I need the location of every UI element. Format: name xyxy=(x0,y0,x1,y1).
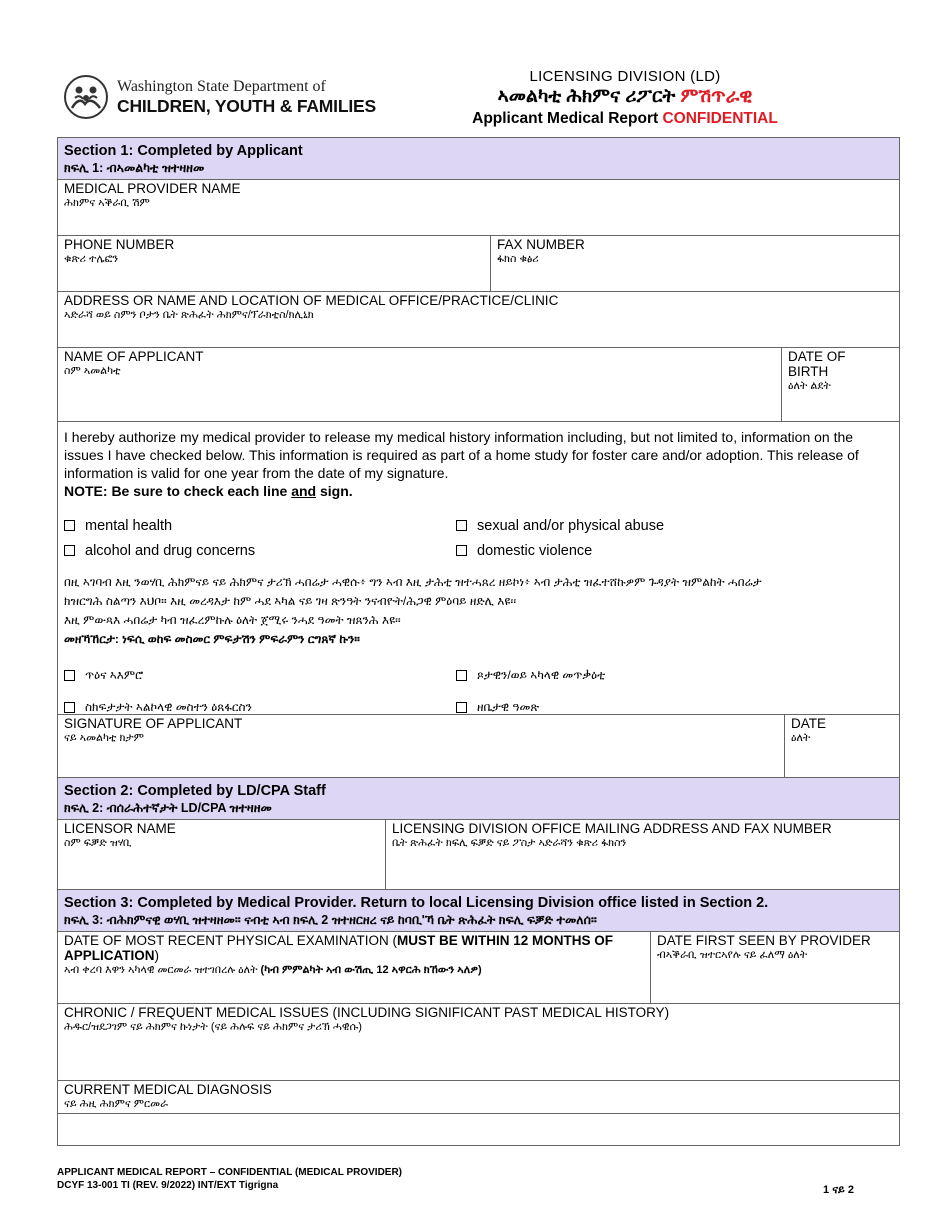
exam-label-c: ) xyxy=(154,948,159,963)
checkbox-label: sexual and/or physical abuse xyxy=(477,517,665,534)
title-english xyxy=(440,110,810,128)
signature-sub: ናይ ኣመልካቲ ክታም xyxy=(64,732,144,744)
phone-label: PHONE NUMBER xyxy=(64,237,175,252)
signature-row xyxy=(58,714,899,777)
diagnosis-row xyxy=(58,1080,899,1114)
checkbox-domestic-violence[interactable] xyxy=(456,538,836,563)
section2-title: Section 2: Completed by LD/CPA Staff xyxy=(64,783,326,799)
title-ti-confidential: ምሽጥራዊ xyxy=(680,86,753,107)
dcyf-logo xyxy=(63,74,376,120)
dob-label-1: DATE OF xyxy=(788,349,846,364)
applicant-name-label: NAME OF APPLICANT xyxy=(64,349,204,364)
title-ti-main: ኣመልካቲ ሕክምና ሪፖርት xyxy=(497,86,676,107)
authorization-row xyxy=(58,421,899,714)
authorization-text-ti xyxy=(64,573,893,630)
diagnosis-sub: ናይ ሕዚ ሕክምና ምርመራ xyxy=(64,1098,168,1110)
ti-auth-line-1: በዚ ኣገባብ እዚ ንወሃቢ ሕክምናይ ናይ ሕክምና ታሪኽ ሓበሬታ ሓዊሱ፥ ግን ኣብ እዚ ታሕቲ ዝተሓጸረ ዘይኮነ፥ ኣብ ታሕቲ ዝፈተሸኩዎም ጉዳያት ዝምልከት ሓበሬታ xyxy=(64,575,762,589)
checkbox-square-icon[interactable] xyxy=(456,670,467,681)
checkbox-square-icon[interactable] xyxy=(64,670,75,681)
authorization-note xyxy=(64,483,893,499)
fax-label: FAX NUMBER xyxy=(497,237,585,252)
signature-date-sub: ዕለት xyxy=(791,732,811,744)
section1-title-ti: ክፍሊ 1: ብኣመልካቲ ዝተዛዘመ xyxy=(64,161,205,175)
checkbox-grid-ti xyxy=(64,659,893,723)
provider-name-sub: ሕክምና ኣቕራቢ ሽም xyxy=(64,197,150,209)
section3-title: Section 3: Completed by Medical Provider. Return to local Licensing Division office listed in Section 2. xyxy=(64,895,769,911)
checkbox-label: ጥዕና ኣእምሮ xyxy=(85,667,144,682)
footer-form-number: DCYF 13-001 TI (REV. 9/2022) INT/EXT Tigrigna xyxy=(57,1180,279,1191)
page-number: 1 ናይ 2 xyxy=(823,1184,854,1196)
section2-header xyxy=(58,777,899,819)
checkbox-label: ጾታዊን/ወይ ኣካላዊ መጥቃዕቲ xyxy=(477,667,606,682)
ti-auth-line-3: እዚ ምውጻእ ሓበሬታ ካብ ዝፈረምኩሉ ዕለት ጀሚሩ ንሓደ ዓመት ዝጸንሕ እዩ፡፡ xyxy=(64,613,401,627)
section3-header xyxy=(58,889,899,931)
provider-name-label: MEDICAL PROVIDER NAME xyxy=(64,181,241,196)
first-seen-label: DATE FIRST SEEN BY PROVIDER xyxy=(657,933,871,948)
checkbox-square-icon[interactable] xyxy=(64,545,75,556)
office-address-label: LICENSING DIVISION OFFICE MAILING ADDRESS AND FAX NUMBER xyxy=(392,821,832,836)
exam-sub-a: ኣብ ቀረባ እዋን ኣካላዊ መርመራ ዝተገበረሉ ዕለት xyxy=(64,964,261,976)
note-suffix: sign. xyxy=(316,483,353,499)
checkbox-square-icon[interactable] xyxy=(456,702,467,713)
first-seen-field[interactable] xyxy=(650,932,899,1003)
diagnosis-label: CURRENT MEDICAL DIAGNOSIS xyxy=(64,1082,272,1097)
licensor-name-field[interactable] xyxy=(58,820,385,889)
checkbox-square-icon[interactable] xyxy=(64,702,75,713)
division-title: LICENSING DIVISION (LD) xyxy=(529,68,721,85)
dob-sub: ዕለት ልደት xyxy=(788,380,831,392)
exam-label-b: MUST BE WITHIN 12 MONTHS OF APPLICATION xyxy=(64,933,614,963)
exam-sub-b: (ካብ ምምልካት ኣብ ውሽጢ 12 ኣዋርሕ ክኸውን ኣለዎ) xyxy=(260,964,482,976)
licensor-row xyxy=(58,819,899,889)
signature-label: SIGNATURE OF APPLICANT xyxy=(64,716,243,731)
checkbox-square-icon[interactable] xyxy=(456,520,467,531)
section1-header xyxy=(58,138,899,179)
exam-row xyxy=(58,931,899,1003)
chronic-issues-field[interactable] xyxy=(58,1004,899,1080)
checkbox-label: domestic violence xyxy=(477,542,593,559)
section1-title: Section 1: Completed by Applicant xyxy=(64,143,303,159)
signature-date-field[interactable] xyxy=(784,715,899,777)
fax-sub: ፋክስ ቁፅሪ xyxy=(497,253,539,265)
checkbox-grid-en xyxy=(64,513,893,563)
title-en-confidential: CONFIDENTIAL xyxy=(662,110,778,127)
applicant-name-sub: ስም ኣመልካቲ xyxy=(64,365,121,377)
logo-department-line: CHILDREN, YOUTH & FAMILIES xyxy=(117,96,376,117)
address-row xyxy=(58,291,899,347)
checkbox-label: ስክፍታታት ኣልኮላዊ መስተን ዕጸፋርስን xyxy=(85,699,252,714)
dob-label-2: BIRTH xyxy=(788,364,829,379)
signature-date-label: DATE xyxy=(791,716,827,731)
chronic-issues-label: CHRONIC / FREQUENT MEDICAL ISSUES (INCLUDING SIGNIFICANT PAST MEDICAL HISTORY) xyxy=(64,1005,670,1020)
dob-field[interactable] xyxy=(781,348,899,421)
checkbox-label: mental health xyxy=(85,517,173,534)
phone-sub: ቁጽሪ ተሌፎን xyxy=(64,253,119,265)
checkbox-ti-abuse[interactable] xyxy=(456,659,836,691)
office-address-sub: ቤት ጽሕፈት ክፍሊ ፍቓድ ናይ ፖስታ ኣድራሻን ቁጽሪ ፋክስን xyxy=(392,837,627,849)
checkbox-square-icon[interactable] xyxy=(64,520,75,531)
checkbox-square-icon[interactable] xyxy=(456,545,467,556)
section2-title-ti: ክፍሊ 2: ብሰራሕተኛታት LD/CPA ዝተዛዘመ xyxy=(64,801,272,815)
provider-name-row xyxy=(58,179,899,235)
logo-agency-line: Washington State Department of xyxy=(117,77,326,95)
phone-fax-row xyxy=(58,235,899,291)
ti-auth-line-2: ክዝርግሕ ስልጣን እህቦ። እዚ መረዳእታ ከም ሓደ ኣካል ናይ ገዛ ጽንዓት ንናብዮት/ሕጋዊ ምዕባይ ዘድሊ እዩ፡፡ xyxy=(64,594,517,608)
exam-label-a: DATE OF MOST RECENT PHYSICAL EXAMINATION ( xyxy=(64,933,398,948)
exam-date-label xyxy=(64,933,644,963)
medical-report-form xyxy=(57,137,900,1146)
title-en-main: Applicant Medical Report xyxy=(472,110,659,127)
address-sub: ኣድራሻ ወይ ስምን ቦታን ቤት ጽሕፈት ሕክምና/ፕራክቲስ/ክሊኒክ xyxy=(64,309,314,321)
applicant-row xyxy=(58,347,899,421)
section3-title-ti: ክፍሊ 3: ብሕክምናዊ ወሃቢ ዝተዛዘመ። ናብቲ ኣብ ክፍሊ 2 ዝተዘርዘረ ናይ ከባቢ'ኻ ቤት ጽሕፈት ክፍሊ ፍቓድ ተመለሰ። xyxy=(64,913,597,927)
checkbox-label: alcohol and drug concerns xyxy=(85,542,256,559)
licensor-name-sub: ስም ፍቓድ ዝሃቢ xyxy=(64,837,132,849)
provider-name-field[interactable] xyxy=(58,180,899,235)
form-titles xyxy=(440,68,810,128)
signature-field[interactable] xyxy=(58,715,784,777)
chronic-issues-sub: ሕዱር/ዝደጋገም ናይ ሕክምና ኩነታት (ናይ ሕሉፍ ናይ ሕክምና ታሪኽ ሓዊሱ) xyxy=(64,1021,362,1033)
address-field[interactable] xyxy=(58,292,899,347)
fax-field[interactable] xyxy=(490,236,899,291)
note-and: and xyxy=(291,483,317,499)
title-tigrigna xyxy=(440,86,810,108)
licensor-name-label: LICENSOR NAME xyxy=(64,821,176,836)
checkbox-alcohol-drug[interactable] xyxy=(64,538,456,563)
authorization-note-ti: መዘኻኸርታ: ነፍሲ ወከፍ መስመር ምፍታሽን ምፍራምን ርግጸኛ ኩን። xyxy=(64,632,360,646)
page-footer xyxy=(57,1167,900,1191)
diagnosis-field[interactable] xyxy=(58,1081,899,1113)
checkbox-mental-health[interactable] xyxy=(64,513,456,538)
applicant-name-field[interactable] xyxy=(58,348,781,421)
note-prefix: NOTE: Be sure to check each line xyxy=(64,483,292,499)
diagnosis-blank-space[interactable] xyxy=(58,1114,899,1145)
address-label: ADDRESS OR NAME AND LOCATION OF MEDICAL OFFICE/PRACTICE/CLINIC xyxy=(64,293,559,308)
checkbox-label: ዘቤታዊ ዓመጽ xyxy=(477,699,540,714)
footer-form-title: APPLICANT MEDICAL REPORT – CONFIDENTIAL (MEDICAL PROVIDER) xyxy=(57,1167,403,1178)
exam-date-field[interactable] xyxy=(58,932,650,1003)
checkbox-abuse[interactable] xyxy=(456,513,836,538)
authorization-text: I hereby authorize my medical provider to release my medical history information including, but not limited to, information on the issues I have checked below. This information is required as part of a home study for foster care and/or adoption. This release of information is valid for one year from the date of my signature. xyxy=(64,429,859,481)
family-logo-icon xyxy=(63,74,109,120)
office-address-field[interactable] xyxy=(385,820,899,889)
page-header xyxy=(0,0,950,135)
phone-field[interactable] xyxy=(58,236,490,291)
first-seen-sub: ብኣቕራቢ ዝተርኣየሉ ናይ ፈለማ ዕለት xyxy=(657,949,808,961)
chronic-row xyxy=(58,1003,899,1080)
checkbox-ti-mental-health[interactable] xyxy=(64,659,456,691)
exam-date-sub xyxy=(64,963,644,977)
